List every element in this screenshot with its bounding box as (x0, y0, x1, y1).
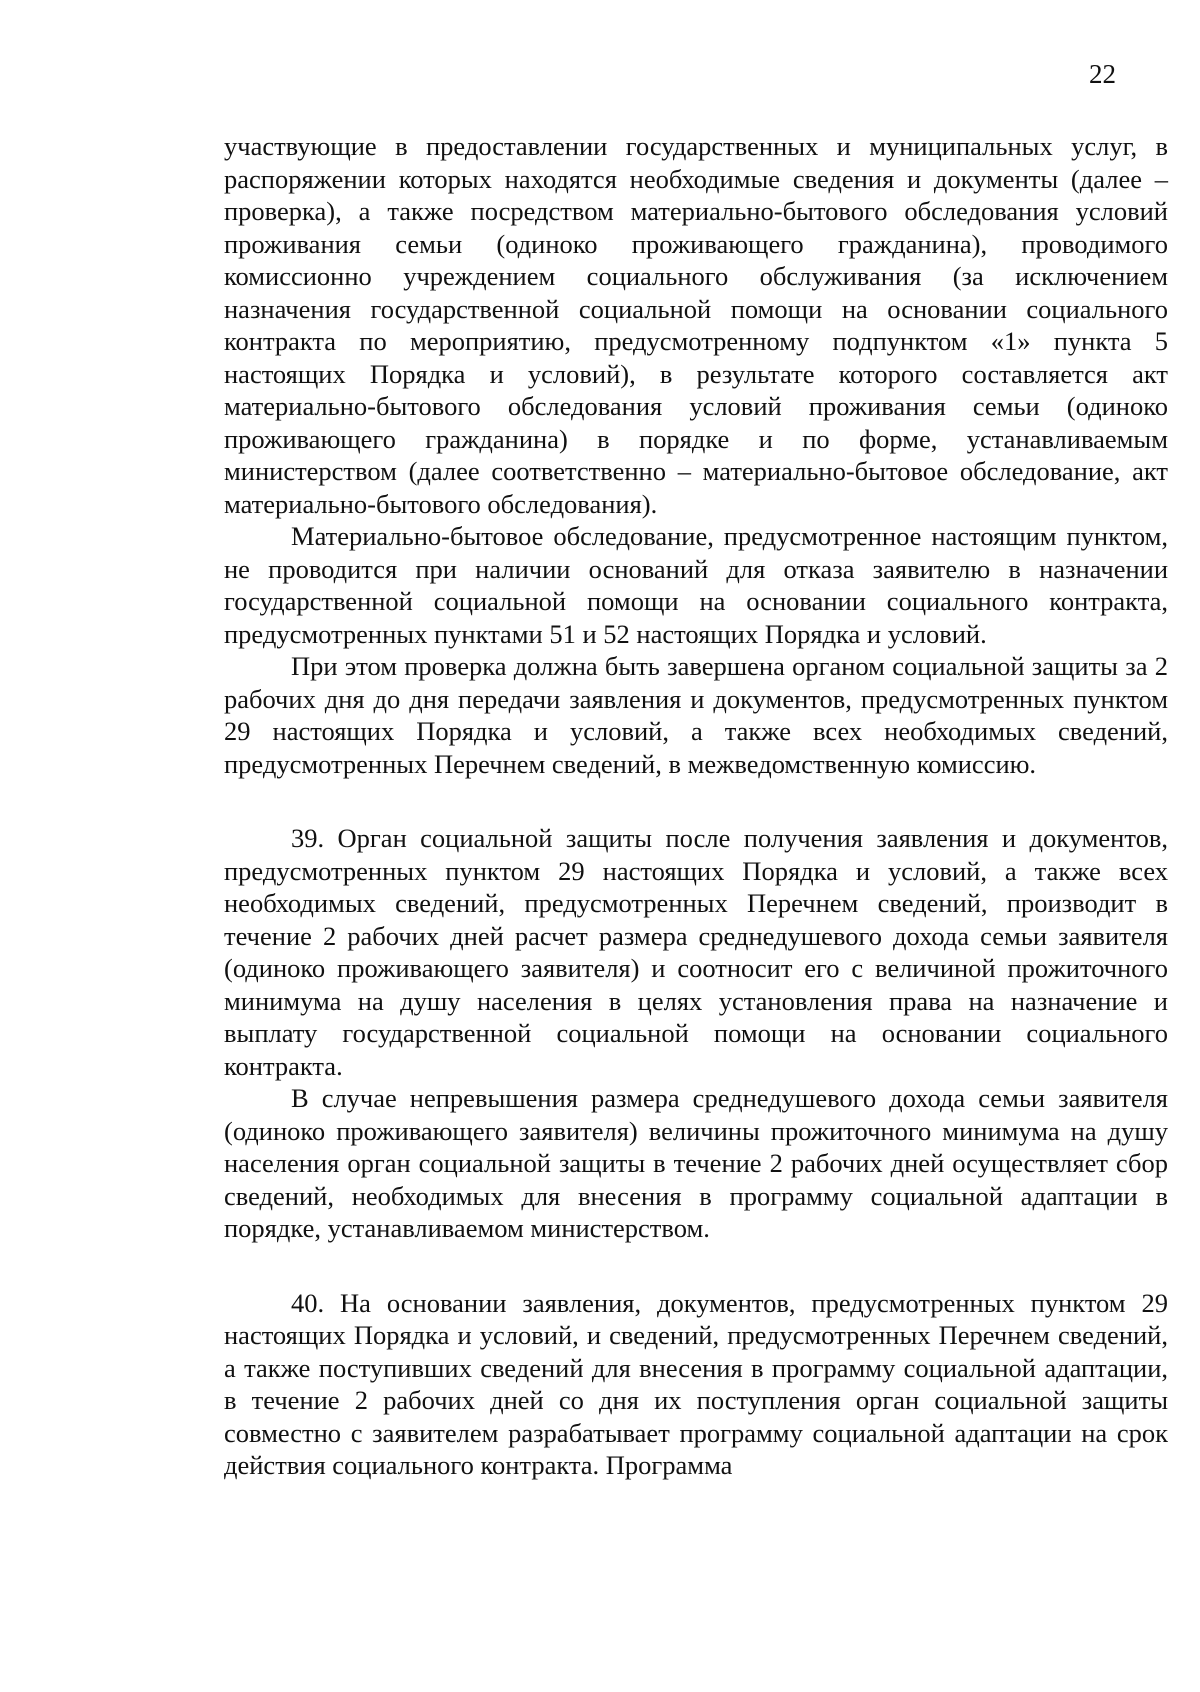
paragraph-item-40: 40. На основании заявления, документов, предусмотренных пунктом 29 настоящих Порядка и условий, и сведений, предусмотренных Перечнем сведений, а также поступивших сведений для внесения в программу социальной адаптации, в течение 2 рабочих дней со дня их поступления орган социальной защиты совместно с заявителем разрабатывает программу социальной адаптации на срок действия социального контракта. Программа (224, 1287, 1168, 1480)
paragraph-verification-deadline: При этом проверка должна быть завершена органом социальной защиты за 2 рабочих дня до дня передачи заявления и документов, предусмотренных пунктом 29 настоящих Порядка и условий, а также всех необходимых сведений, предусмотренных Перечнем сведений, в межведомственную комиссию. (224, 651, 1168, 779)
paragraph-income-check: В случае непревышения размера среднедушевого дохода семьи заявителя (одиноко проживающего заявителя) величины прожиточного минимума на душу населения орган социальной защиты в течение 2 рабочих дней осуществляет сбор сведений, необходимых для внесения в программу социальной адаптации в порядке, устанавливаемом министерством. (224, 1083, 1168, 1243)
document-body (224, 130, 1168, 1482)
paragraph-survey-exception: Материально-бытовое обследование, предусмотренное настоящим пунктом, не проводится при наличии оснований для отказа заявителю в назначении государственной социальной помощи на основании социального контракта, предусмотренных пунктами 51 и 52 настоящих Порядка и условий. (224, 521, 1168, 649)
paragraph-item-39: 39. Орган социальной защиты после получения заявления и документов, предусмотренных пунктом 29 настоящих Порядка и условий, а также всех необходимых сведений, предусмотренных Перечнем сведений, производит в течение 2 рабочих дней расчет размера среднедушевого дохода семьи заявителя (одиноко проживающего заявителя) и соотносит его с величиной прожиточного минимума на душу населения в целях установления права на назначение и выплату государственной социальной помощи на основании социального контракта. (224, 823, 1168, 1081)
page-number: 22 (1089, 59, 1116, 89)
paragraph-continuation: участвующие в предоставлении государственных и муниципальных услуг, в распоряжении которых находятся необходимые сведения и документы (далее – проверка), а также посредством материально-бытового обследования условий проживания семьи (одиноко проживающего гражданина), проводимого комиссионно учреждением социального обслуживания (за исключением назначения государственной социальной помощи на основании социального контракта по мероприятию, предусмотренному подпунктом «1» пункта 5 настоящих Порядка и условий), в результате которого составляется акт материально-бытового обследования условий проживания семьи (одиноко проживающего гражданина) в порядке и по форме, устанавливаемым министерством (далее соответственно – материально-бытовое обследование, акт материально-бытового обследования). (224, 131, 1168, 519)
